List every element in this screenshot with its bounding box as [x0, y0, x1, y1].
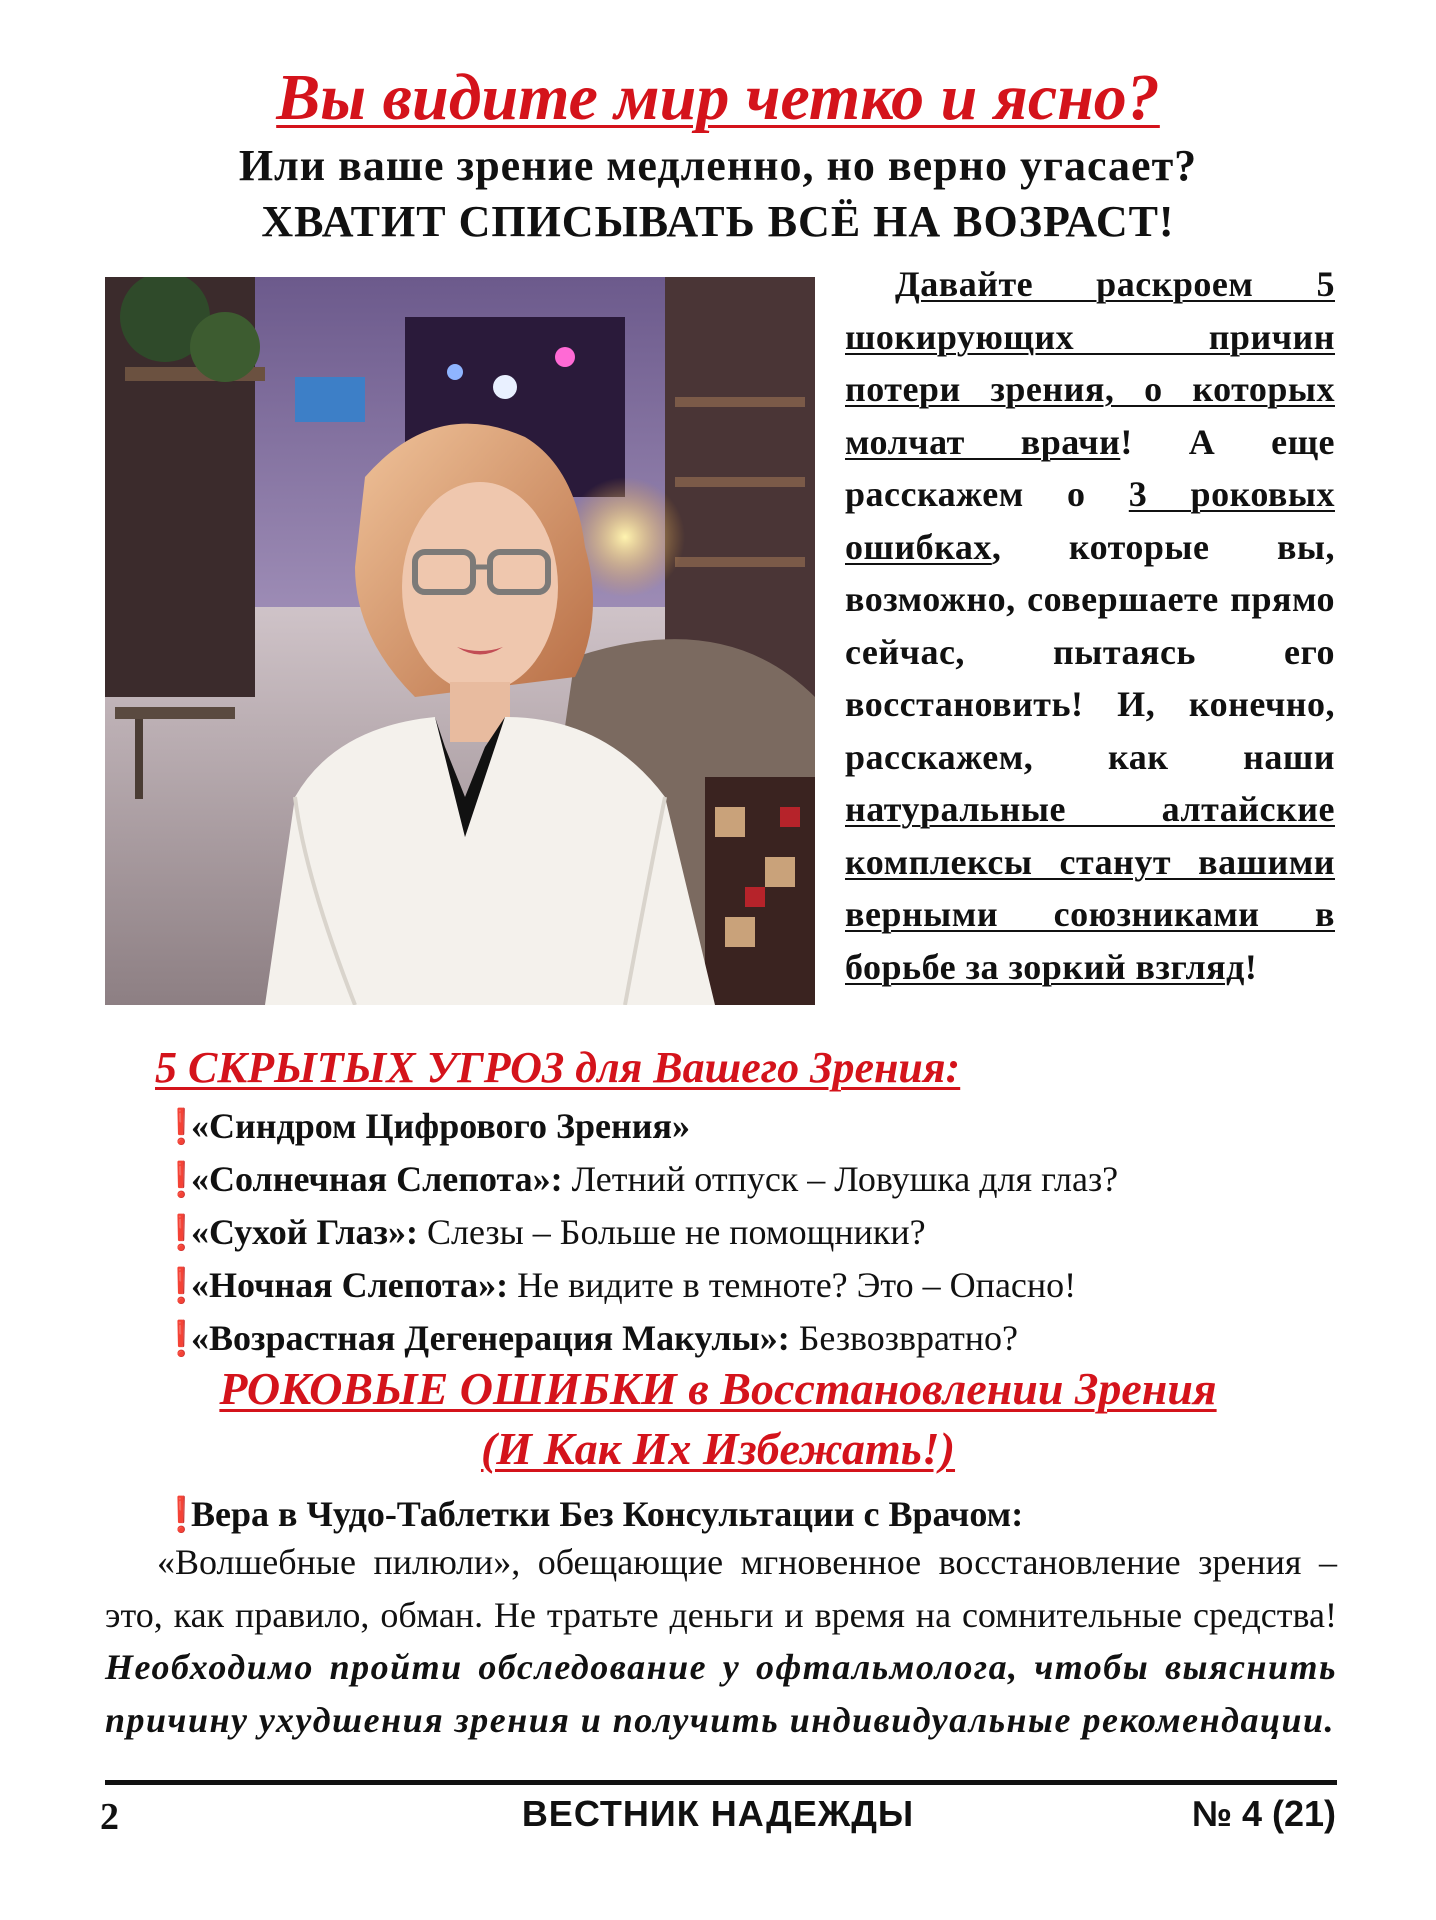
page-number: 2: [100, 1796, 119, 1838]
intro-mistakes: 3 роковых ошибках: [845, 474, 1335, 567]
intro-text: ! А еще расскажем о: [845, 421, 1335, 514]
threats-list: [160, 1100, 1360, 1365]
intro-text: , которые вы, возможно, совершаете прямо сейчас, пытаясь его восстановить! И, конечно, расскажем, как наши: [845, 526, 1335, 777]
mistake-body: [105, 1536, 1337, 1746]
threat-item: ❗ «Сухой Глаз»: Слезы – Больше не помощники?: [160, 1206, 1360, 1259]
exclamation-icon: ❗: [160, 1162, 203, 1199]
intro-paragraph: [845, 258, 1335, 993]
threats-title: 5 СКРЫТЫХ УГРОЗ для Вашего Зрения:: [155, 1043, 961, 1092]
intro-hook: Давайте раскроем 5 шокирующих причин потери зрения, о которых молчат врачи: [845, 264, 1335, 462]
mistake-body-plain: «Волшебные пилюли», обещающие мгновенное восстановление зрения – это, как правило, обман. Не тратьте деньги и время на сомнительные средства!: [105, 1542, 1337, 1635]
mistake-heading: ❗ Вера в Чудо-Таблетки Без Консультации с Врачом:: [160, 1488, 1023, 1542]
footer-divider: [105, 1780, 1337, 1785]
exclamation-icon: ❗: [160, 1497, 203, 1534]
threat-item: ❗ «Солнечная Слепота»: Летний отпуск – Ловушка для глаз?: [160, 1153, 1360, 1206]
woman-portrait-photo: [105, 277, 815, 1005]
headline: Вы видите мир четко и ясно?: [276, 61, 1160, 134]
exclamation-icon: ❗: [160, 1215, 203, 1252]
subheadline-call: ХВАТИТ СПИСЫВАТЬ ВСЁ НА ВОЗРАСТ!: [261, 197, 1175, 246]
mistake-body-emphasis: Необходимо пройти обследование у офтальмолога, чтобы выяснить причину ухудшения зрения и получить индивидуальные рекомендации.: [105, 1647, 1337, 1740]
publication-title: ВЕСТНИК НАДЕЖДЫ: [521, 1793, 915, 1834]
intro-products: натуральные алтайские комплексы станут вашими верными союзниками в борьбе за зоркий взгляд: [845, 789, 1335, 987]
intro-text: !: [1244, 946, 1258, 987]
mistakes-title: РОКОВЫЕ ОШИБКИ в Восстановлении Зрения: [219, 1363, 1217, 1414]
threat-item: ❗ «Синдром Цифрового Зрения»: [160, 1100, 1360, 1153]
exclamation-icon: ❗: [160, 1109, 203, 1146]
exclamation-icon: ❗: [160, 1321, 203, 1358]
subheadline-question: Или ваше зрение медленно, но верно угасает?: [238, 141, 1198, 190]
threat-item: ❗ «Ночная Слепота»: Не видите в темноте? Это – Опасно!: [160, 1259, 1360, 1312]
mistakes-subtitle: (И Как Их Избежать!): [480, 1423, 956, 1474]
threat-item: ❗ «Возрастная Дегенерация Макулы»: Безвозвратно?: [160, 1312, 1360, 1365]
issue-number: № 4 (21): [1191, 1793, 1336, 1834]
exclamation-icon: ❗: [160, 1268, 203, 1305]
